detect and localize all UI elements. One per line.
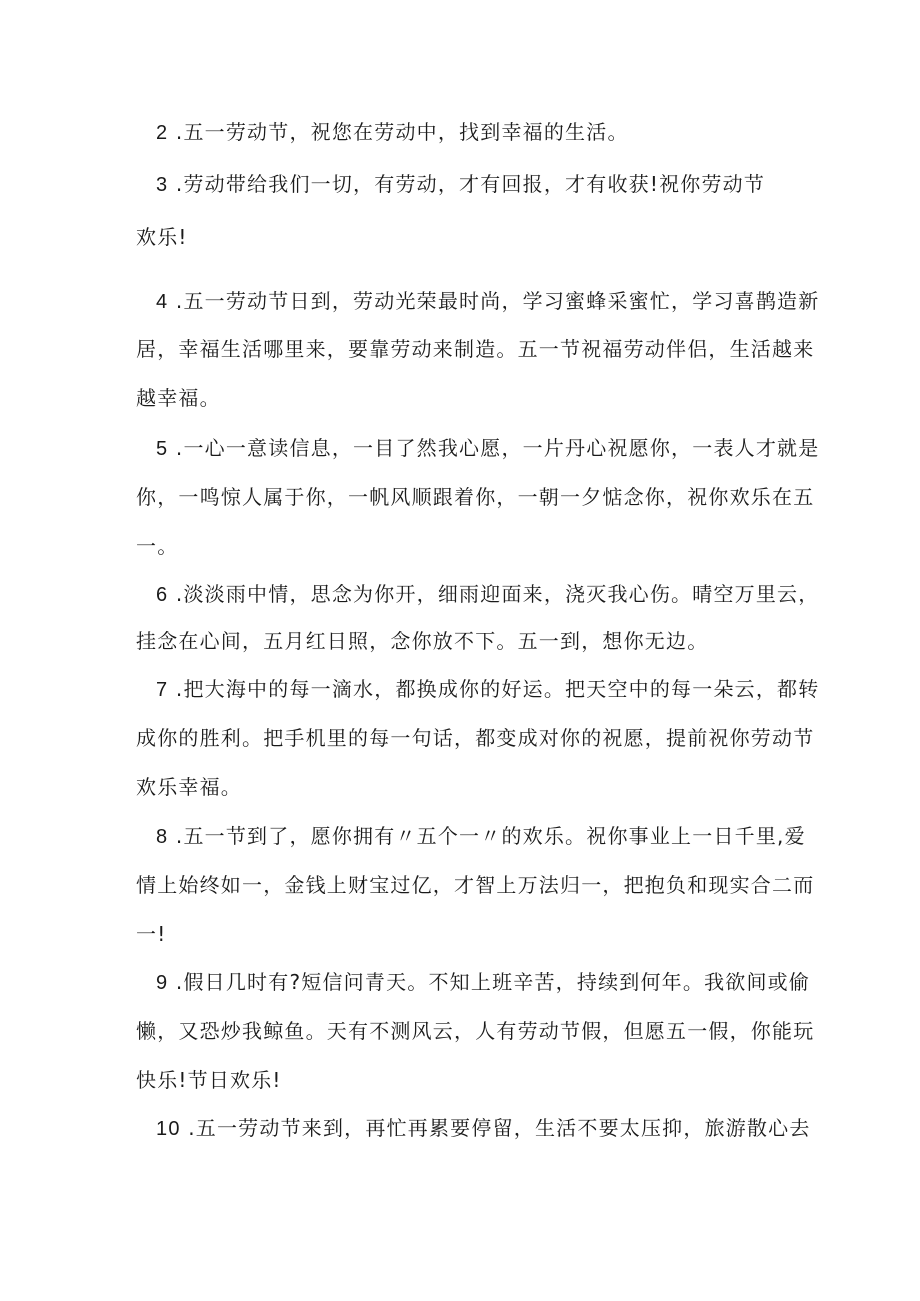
item-text: 五一劳动节来到，再忙再累要停留，生活不要太压抑，旅游散心去 [195,1116,811,1140]
list-item-6-line-2: 挂念在心间，五月红日照，念你放不下。五一到，想你无边。 [136,629,709,653]
list-item-8-line-1: 8 .五一节到了，愿你拥有〃五个一〃的欢乐。祝你事业上一日千里,爱 [156,822,806,851]
item-text: 五一劳动节日到，劳动光荣最时尚，学习蜜蜂采蜜忙，学习喜鹊造新 [183,289,820,313]
item-number: 6 [156,584,169,606]
list-item-2-line-1: 2 .五一劳动节，祝您在劳动中，找到幸福的生活。 [156,118,629,147]
item-number: 7 [156,679,169,701]
item-text: 劳动带给我们一切，有劳动，才有回报，才有收获!祝你劳动节 [183,172,766,196]
list-item-3-line-1: 3 .劳动带给我们一切，有劳动，才有回报，才有收获!祝你劳动节 [156,170,765,199]
list-item-10-line-1: 10 .五一劳动节来到，再忙再累要停留，生活不要太压抑，旅游散心去 [156,1114,811,1143]
item-text: 淡淡雨中情，思念为你开，细雨迎面来，浇灭我心伤。晴空万里云， [183,582,820,606]
list-item-5-line-1: 5 .一心一意读信息，一目了然我心愿，一片丹心祝愿你，一表人才就是 [156,434,819,463]
list-item-8-line-2: 情上始终如一，金钱上财宝过亿，才智上万法归一，把抱负和现实合二而 [136,873,815,897]
list-item-7-line-2: 成你的胜利。把手机里的每一句话，都变成对你的祝愿，提前祝你劳动节 [136,726,815,750]
item-number: 2 [156,122,169,144]
item-number: 9 [156,972,169,994]
list-item-3-line-2: 欢乐! [136,225,188,249]
list-item-6-line-1: 6 .淡淡雨中情，思念为你开，细雨迎面来，浇灭我心伤。晴空万里云， [156,580,819,609]
item-number: 3 [156,174,169,196]
list-item-9-line-3: 快乐!节日欢乐! [136,1068,282,1092]
item-number: 10 [156,1118,181,1140]
list-item-9-line-2: 懒，又恐炒我鲸鱼。天有不测风云，人有劳动节假，但愿五一假，你能玩 [136,1019,815,1043]
item-number: 5 [156,438,169,460]
list-item-4-line-2: 居，幸福生活哪里来，要靠劳动来制造。五一节祝福劳动伴侣，生活越来 [136,337,815,361]
item-text: 假日几时有?短信问青天。不知上班辛苦，持续到何年。我欲间或偷 [183,970,811,994]
item-text: 一心一意读信息，一目了然我心愿，一片丹心祝愿你，一表人才就是 [183,436,820,460]
list-item-5-line-2: 你，一鸣惊人属于你，一帆风顺跟着你，一朝一夕惦念你，祝你欢乐在五 [136,485,815,509]
list-item-7-line-3: 欢乐幸福。 [136,775,242,799]
item-text: 五一节到了，愿你拥有〃五个一〃的欢乐。祝你事业上一日千里,爱 [183,824,806,848]
list-item-4-line-3: 越幸福。 [136,386,221,410]
list-item-9-line-1: 9 .假日几时有?短信问青天。不知上班辛苦，持续到何年。我欲间或偷 [156,968,810,997]
item-text: 把大海中的每一滴水，都换成你的好运。把天空中的每一朵云，都转 [183,677,820,701]
list-item-4-line-1: 4 .五一劳动节日到，劳动光荣最时尚，学习蜜蜂采蜜忙，学习喜鹊造新 [156,287,819,316]
item-number: 4 [156,291,169,313]
item-text: 五一劳动节，祝您在劳动中，找到幸福的生活。 [183,120,629,144]
item-number: 8 [156,826,169,848]
list-item-7-line-1: 7 .把大海中的每一滴水，都换成你的好运。把天空中的每一朵云，都转 [156,675,819,704]
list-item-5-line-3: 一。 [136,534,179,558]
list-item-8-line-3: 一! [136,922,167,946]
